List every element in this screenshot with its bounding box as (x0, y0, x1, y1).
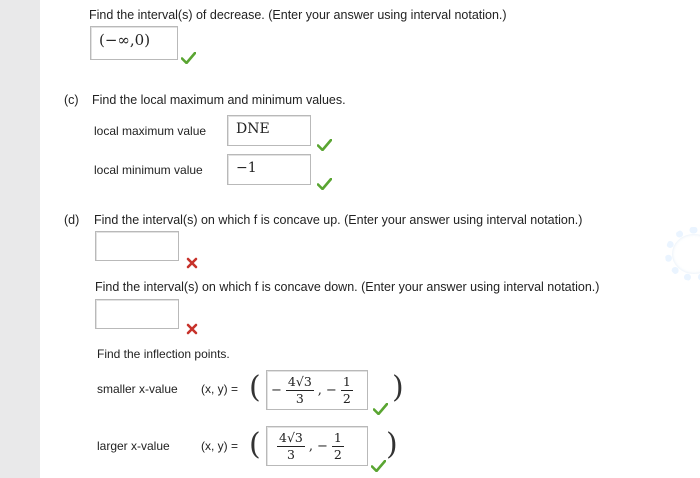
xy-equals-label: (x, y) = (201, 382, 239, 396)
larger-y-denominator: 2 (333, 446, 342, 462)
close-paren: ) (386, 427, 398, 462)
local-min-value: −1 (236, 160, 257, 176)
larger-y-numerator: 1 (333, 429, 342, 445)
close-paren: ) (392, 370, 404, 405)
larger-y-fraction (332, 431, 344, 462)
larger-x-numerator: 4√3 (279, 429, 303, 445)
smaller-x-fraction (286, 375, 314, 406)
part-d-letter: (d) (64, 213, 80, 227)
smaller-separator: , (317, 382, 322, 398)
incorrect-x-icon (186, 257, 198, 269)
larger-x-label: larger x-value (97, 439, 170, 453)
decrease-prompt: Find the interval(s) of decrease. (Enter your answer using interval notation.) (89, 8, 507, 22)
larger-point-field[interactable] (266, 426, 368, 466)
smaller-x-label: smaller x-value (97, 382, 178, 396)
local-max-label: local maximum value (94, 124, 207, 138)
correct-check-icon (373, 403, 388, 415)
smaller-y-sign: − (325, 382, 337, 398)
xy-equals-label: (x, y) = (201, 439, 239, 453)
correct-check-icon (181, 52, 196, 64)
screen-glare-ring-icon (665, 227, 700, 281)
question-panel (40, 0, 700, 478)
part-c-prompt: Find the local maximum and minimum values. (92, 93, 346, 107)
local-min-field[interactable] (227, 154, 311, 185)
concave-down-prompt: Find the interval(s) on which f is concave down. (Enter your answer using interval notation.) (95, 280, 600, 294)
correct-check-icon (317, 178, 332, 190)
concave-down-field[interactable] (95, 299, 179, 329)
correct-check-icon (317, 139, 332, 151)
smaller-point-value (271, 375, 353, 405)
local-max-value: DNE (236, 121, 270, 137)
larger-point-value (277, 431, 344, 461)
larger-separator: , (308, 438, 314, 454)
concave-up-prompt: Find the interval(s) on which f is concave up. (Enter your answer using interval notation.) (94, 213, 583, 227)
concave-up-field[interactable] (95, 231, 179, 261)
open-paren: ( (249, 427, 261, 462)
smaller-y-numerator: 1 (342, 373, 351, 389)
decrease-answer-field[interactable] (90, 26, 178, 60)
smaller-y-denominator: 2 (342, 390, 351, 406)
local-min-label: local minimum value (94, 163, 203, 177)
part-c-letter: (c) (64, 93, 79, 107)
incorrect-x-icon (186, 323, 198, 335)
smaller-x-numerator: 4√3 (287, 373, 312, 389)
smaller-x-sign: − (271, 382, 282, 398)
decrease-answer-value: (−∞,0) (99, 31, 151, 49)
larger-x-denominator: 3 (286, 446, 295, 462)
local-max-field[interactable] (227, 115, 311, 146)
smaller-y-fraction (341, 375, 353, 406)
larger-y-sign: − (317, 438, 328, 454)
smaller-point-field[interactable] (266, 370, 368, 410)
larger-x-fraction (277, 431, 305, 462)
open-paren: ( (249, 370, 261, 405)
correct-check-icon (371, 460, 386, 472)
smaller-x-denominator: 3 (295, 390, 304, 406)
inflection-prompt: Find the inflection points. (97, 347, 230, 361)
